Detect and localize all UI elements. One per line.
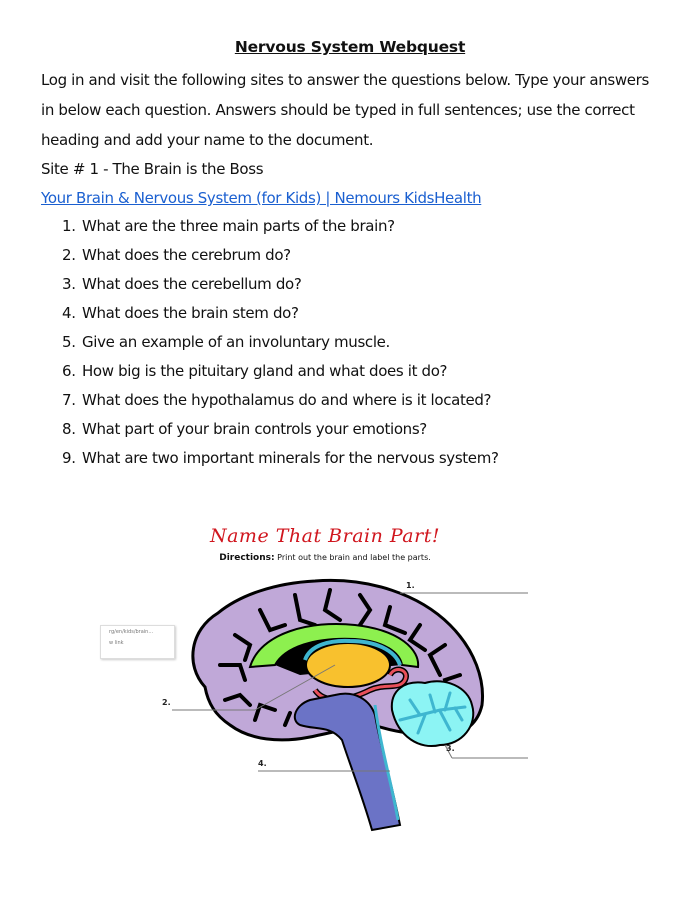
question-number: 7. [62,391,76,409]
tooltip-url: rg/en/kids/brain... [109,629,154,635]
question-4 [62,304,299,322]
site-heading: Site # 1 - The Brain is the Boss [41,160,264,178]
tooltip-action: w link [109,640,124,646]
question-number: 5. [62,333,76,351]
question-1 [62,217,395,235]
question-number: 2. [62,246,76,264]
question-text: What are the three main parts of the brain? [82,217,395,235]
question-number: 1. [62,217,76,235]
question-number: 4. [62,304,76,322]
directions-text: Print out the brain and label the parts. [277,553,431,562]
intro-line-2: in below each question. Answers should be typed in full sentences; use the correct [41,101,635,119]
figure-title: Name That Brain Part! [209,525,440,547]
question-5 [62,333,390,351]
directions-label: Directions: [219,553,275,563]
intro-line-1: Log in and visit the following sites to answer the questions below. Type your answers [41,71,649,89]
question-number: 8. [62,420,76,438]
question-6 [62,362,447,380]
question-number: 6. [62,362,76,380]
question-text: What does the cerebrum do? [82,246,291,264]
question-7 [62,391,491,409]
question-number: 9. [62,449,76,467]
question-text: What does the hypothalamus do and where is it located? [82,391,492,409]
question-number: 3. [62,275,76,293]
question-text: What does the cerebellum do? [82,275,302,293]
intro-line-3: heading and add your name to the document. [41,131,374,149]
question-8 [62,420,427,438]
label-2: 2. [162,698,171,707]
question-text: What are two important minerals for the nervous system? [82,449,499,467]
document-title: Nervous System Webquest [234,38,466,56]
question-text: What does the brain stem do? [82,304,299,322]
question-text: Give an example of an involuntary muscle. [82,333,390,351]
label-3: 3. [446,744,455,753]
question-text: What part of your brain controls your emotions? [82,420,427,438]
question-2 [62,246,291,264]
kidshealth-link[interactable]: Your Brain & Nervous System (for Kids) | Nemours KidsHealth [41,189,482,207]
question-3 [62,275,301,293]
label-1: 1. [406,581,415,590]
label-4: 4. [258,759,267,768]
question-9 [62,449,499,467]
brain-illustration [100,515,550,835]
brain-diagram-figure [100,515,550,835]
question-text: How big is the pituitary gland and what does it do? [82,362,448,380]
